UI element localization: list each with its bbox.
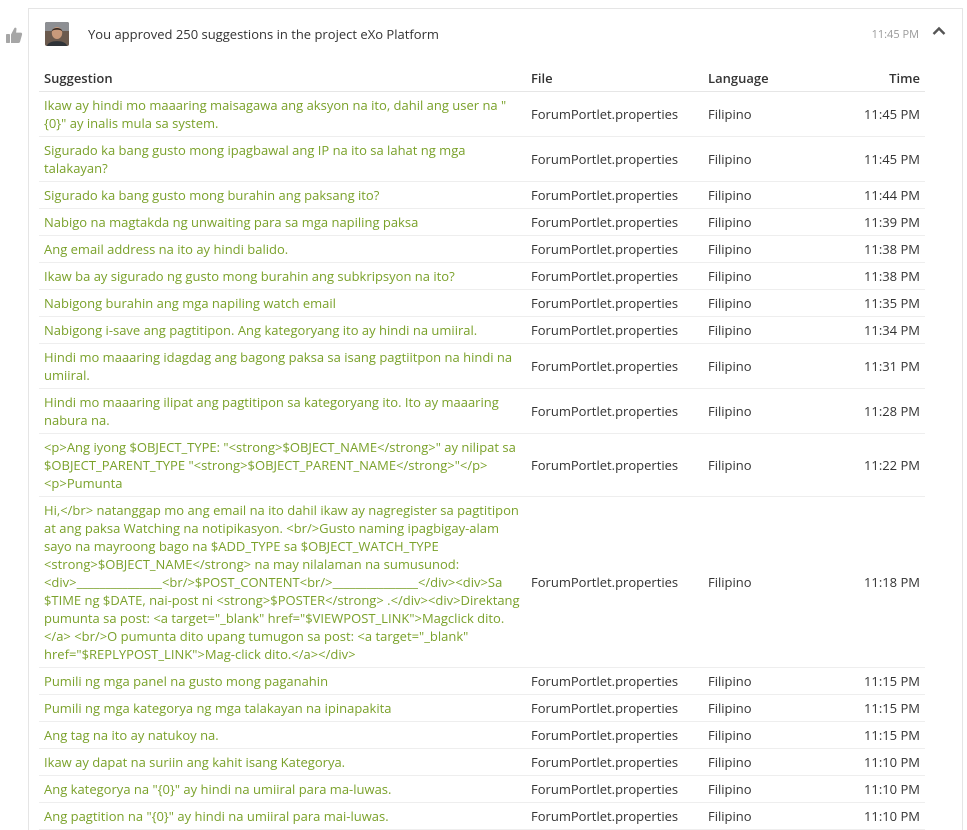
suggestion-cell [39, 343, 526, 388]
suggestion-link[interactable]: Ang tag na ito ay natukoy na. [44, 725, 219, 744]
table-row [39, 667, 925, 694]
user-avatar[interactable] [45, 22, 69, 46]
suggestion-link[interactable]: Pumili ng mga kategorya ng mga talakayan na ipinapakita [44, 698, 392, 717]
time-cell: 11:15 PM [833, 667, 925, 694]
suggestion-link[interactable]: Hindi mo maaaring ilipat ang pagtitipon sa kategoryang ito. Ito ay maaaring nabura na. [44, 392, 499, 429]
file-cell: ForumPortlet.properties [526, 496, 703, 667]
suggestion-link[interactable]: Ikaw ay hindi mo maaaring maisagawa ang aksyon na ito, dahil ang user na "{0}" ay inalis mula sa system. [44, 95, 507, 132]
file-cell: ForumPortlet.properties [526, 91, 703, 136]
suggestion-link[interactable]: Sigurado ka bang gusto mong burahin ang paksang ito? [44, 185, 380, 204]
column-header-file: File [526, 65, 703, 91]
file-cell: ForumPortlet.properties [526, 262, 703, 289]
suggestion-cell [39, 433, 526, 496]
language-cell: Filipino [703, 496, 833, 667]
language-cell: Filipino [703, 181, 833, 208]
suggestion-cell [39, 388, 526, 433]
time-cell: 11:15 PM [833, 694, 925, 721]
time-cell: 11:45 PM [833, 136, 925, 181]
avatar-image [45, 22, 69, 46]
suggestion-cell [39, 748, 526, 775]
suggestion-cell [39, 316, 526, 343]
column-header-language: Language [703, 65, 833, 91]
language-cell: Filipino [703, 802, 833, 829]
time-cell: 11:10 PM [833, 775, 925, 802]
time-cell: 11:31 PM [833, 343, 925, 388]
file-cell: ForumPortlet.properties [526, 289, 703, 316]
language-cell: Filipino [703, 721, 833, 748]
time-cell: 11:38 PM [833, 235, 925, 262]
table-row [39, 181, 925, 208]
table-row [39, 496, 925, 667]
table-row [39, 775, 925, 802]
language-cell: Filipino [703, 208, 833, 235]
table-row [39, 343, 925, 388]
suggestion-cell [39, 694, 526, 721]
suggestion-link[interactable]: Ang pagtition na "{0}" ay hindi na umiiral para mai-luwas. [44, 806, 389, 825]
suggestion-cell [39, 208, 526, 235]
suggestion-cell [39, 181, 526, 208]
time-cell: 11:22 PM [833, 433, 925, 496]
table-row [39, 316, 925, 343]
time-cell: 11:44 PM [833, 181, 925, 208]
file-cell: ForumPortlet.properties [526, 775, 703, 802]
time-cell: 11:39 PM [833, 208, 925, 235]
suggestion-link[interactable]: Nabigong i-save ang pagtitipon. Ang kategoryang ito ay hindi na umiiral. [44, 320, 478, 339]
file-cell: ForumPortlet.properties [526, 235, 703, 262]
suggestion-link[interactable]: Nabigong burahin ang mga napiling watch email [44, 293, 336, 312]
table-row [39, 802, 925, 829]
language-cell: Filipino [703, 343, 833, 388]
language-cell: Filipino [703, 388, 833, 433]
suggestion-cell [39, 262, 526, 289]
suggestion-link[interactable]: Ikaw ba ay sigurado ng gusto mong burahin ang subkripsyon na ito? [44, 266, 455, 285]
file-cell: ForumPortlet.properties [526, 388, 703, 433]
table-header-row [39, 65, 925, 91]
table-row [39, 136, 925, 181]
activity-header [29, 9, 962, 59]
language-cell: Filipino [703, 694, 833, 721]
time-cell: 11:35 PM [833, 289, 925, 316]
time-cell: 11:10 PM [833, 802, 925, 829]
table-row [39, 748, 925, 775]
column-header-suggestion: Suggestion [39, 65, 526, 91]
table-row [39, 433, 925, 496]
suggestion-cell [39, 496, 526, 667]
table-row [39, 721, 925, 748]
language-cell: Filipino [703, 262, 833, 289]
table-row [39, 694, 925, 721]
suggestion-link[interactable]: Pumili ng mga panel na gusto mong paganahin [44, 671, 329, 690]
suggestion-cell [39, 775, 526, 802]
language-cell: Filipino [703, 91, 833, 136]
table-row [39, 289, 925, 316]
activity-message [88, 25, 439, 43]
chevron-up-icon[interactable] [932, 26, 946, 36]
language-cell: Filipino [703, 289, 833, 316]
activity-card [28, 8, 963, 830]
activity-message-prefix: You approved 250 suggestions in the project [88, 25, 358, 43]
language-cell: Filipino [703, 748, 833, 775]
suggestion-link[interactable]: Ang email address na ito ay hindi balido. [44, 239, 289, 258]
project-name: eXo Platform [360, 25, 439, 43]
activity-gutter [0, 0, 28, 830]
file-cell: ForumPortlet.properties [526, 694, 703, 721]
time-cell: 11:10 PM [833, 748, 925, 775]
suggestion-cell [39, 136, 526, 181]
suggestions-table [39, 65, 925, 830]
activity-time: 11:45 PM [871, 27, 919, 42]
time-cell: 11:18 PM [833, 496, 925, 667]
suggestion-link[interactable]: Nabigo na magtakda ng unwaiting para sa mga napiling paksa [44, 212, 419, 231]
language-cell: Filipino [703, 667, 833, 694]
language-cell: Filipino [703, 433, 833, 496]
suggestion-link[interactable]: Ang kategorya na "{0}" ay hindi na umiiral para ma-luwas. [44, 779, 392, 798]
thumbs-up-icon [5, 26, 23, 44]
file-cell: ForumPortlet.properties [526, 433, 703, 496]
table-row [39, 208, 925, 235]
time-cell: 11:45 PM [833, 91, 925, 136]
time-cell: 11:34 PM [833, 316, 925, 343]
time-cell: 11:15 PM [833, 721, 925, 748]
file-cell: ForumPortlet.properties [526, 136, 703, 181]
suggestion-cell [39, 289, 526, 316]
column-header-time: Time [833, 65, 925, 91]
file-cell: ForumPortlet.properties [526, 721, 703, 748]
table-row [39, 235, 925, 262]
time-cell: 11:38 PM [833, 262, 925, 289]
suggestion-cell [39, 802, 526, 829]
suggestion-link[interactable]: Hi,</br> natanggap mo ang email na ito dahil ikaw ay nagregister sa pagtitipon at ang paksa Watching na notipikasyon. <br/>Gusto naming ipagbigay-alam sayo na mayroong bago na $ADD_TYPE sa $OBJECT_WATCH_TYPE <strong>$OBJECT_NAME</strong> na may nilalaman na sumusunod: <div>_______________<br/>$POST_CONTENT<br/>_______________</div><div>Sa $TIME ng $DATE, nai-post ni <strong>$POSTER</strong> .</div><div>Direktang pumunta sa post: <a target="_blank" href="$VIEWPOST_LINK">Magclick dito.</a> <br/>O pumunta dito upang tumugon sa post: <a target="_blank" href="$REPLYPOST_LINK">Mag-click dito.</a></div> [44, 500, 520, 663]
file-cell: ForumPortlet.properties [526, 316, 703, 343]
table-row [39, 388, 925, 433]
suggestion-cell [39, 721, 526, 748]
suggestion-cell [39, 667, 526, 694]
table-row [39, 91, 925, 136]
file-cell: ForumPortlet.properties [526, 181, 703, 208]
suggestion-link[interactable]: Sigurado ka bang gusto mong ipagbawal ang IP na ito sa lahat ng mga talakayan? [44, 140, 466, 177]
file-cell: ForumPortlet.properties [526, 748, 703, 775]
suggestion-link[interactable]: Ikaw ay dapat na suriin ang kahit isang Kategorya. [44, 752, 346, 771]
suggestion-link[interactable]: Hindi mo maaaring idagdag ang bagong paksa sa isang pagtiitpon na hindi na umiiral. [44, 347, 513, 384]
suggestion-link[interactable]: <p>Ang iyong $OBJECT_TYPE: "<strong>$OBJECT_NAME</strong>" ay nilipat sa $OBJECT_PARENT_TYPE "<strong>$OBJECT_PARENT_NAME</strong>"</p><p>Pumunta [44, 437, 516, 492]
suggestion-cell [39, 91, 526, 136]
language-cell: Filipino [703, 775, 833, 802]
table-row [39, 262, 925, 289]
time-cell: 11:28 PM [833, 388, 925, 433]
file-cell: ForumPortlet.properties [526, 802, 703, 829]
file-cell: ForumPortlet.properties [526, 667, 703, 694]
language-cell: Filipino [703, 316, 833, 343]
suggestion-cell [39, 235, 526, 262]
language-cell: Filipino [703, 136, 833, 181]
language-cell: Filipino [703, 235, 833, 262]
file-cell: ForumPortlet.properties [526, 208, 703, 235]
file-cell: ForumPortlet.properties [526, 343, 703, 388]
